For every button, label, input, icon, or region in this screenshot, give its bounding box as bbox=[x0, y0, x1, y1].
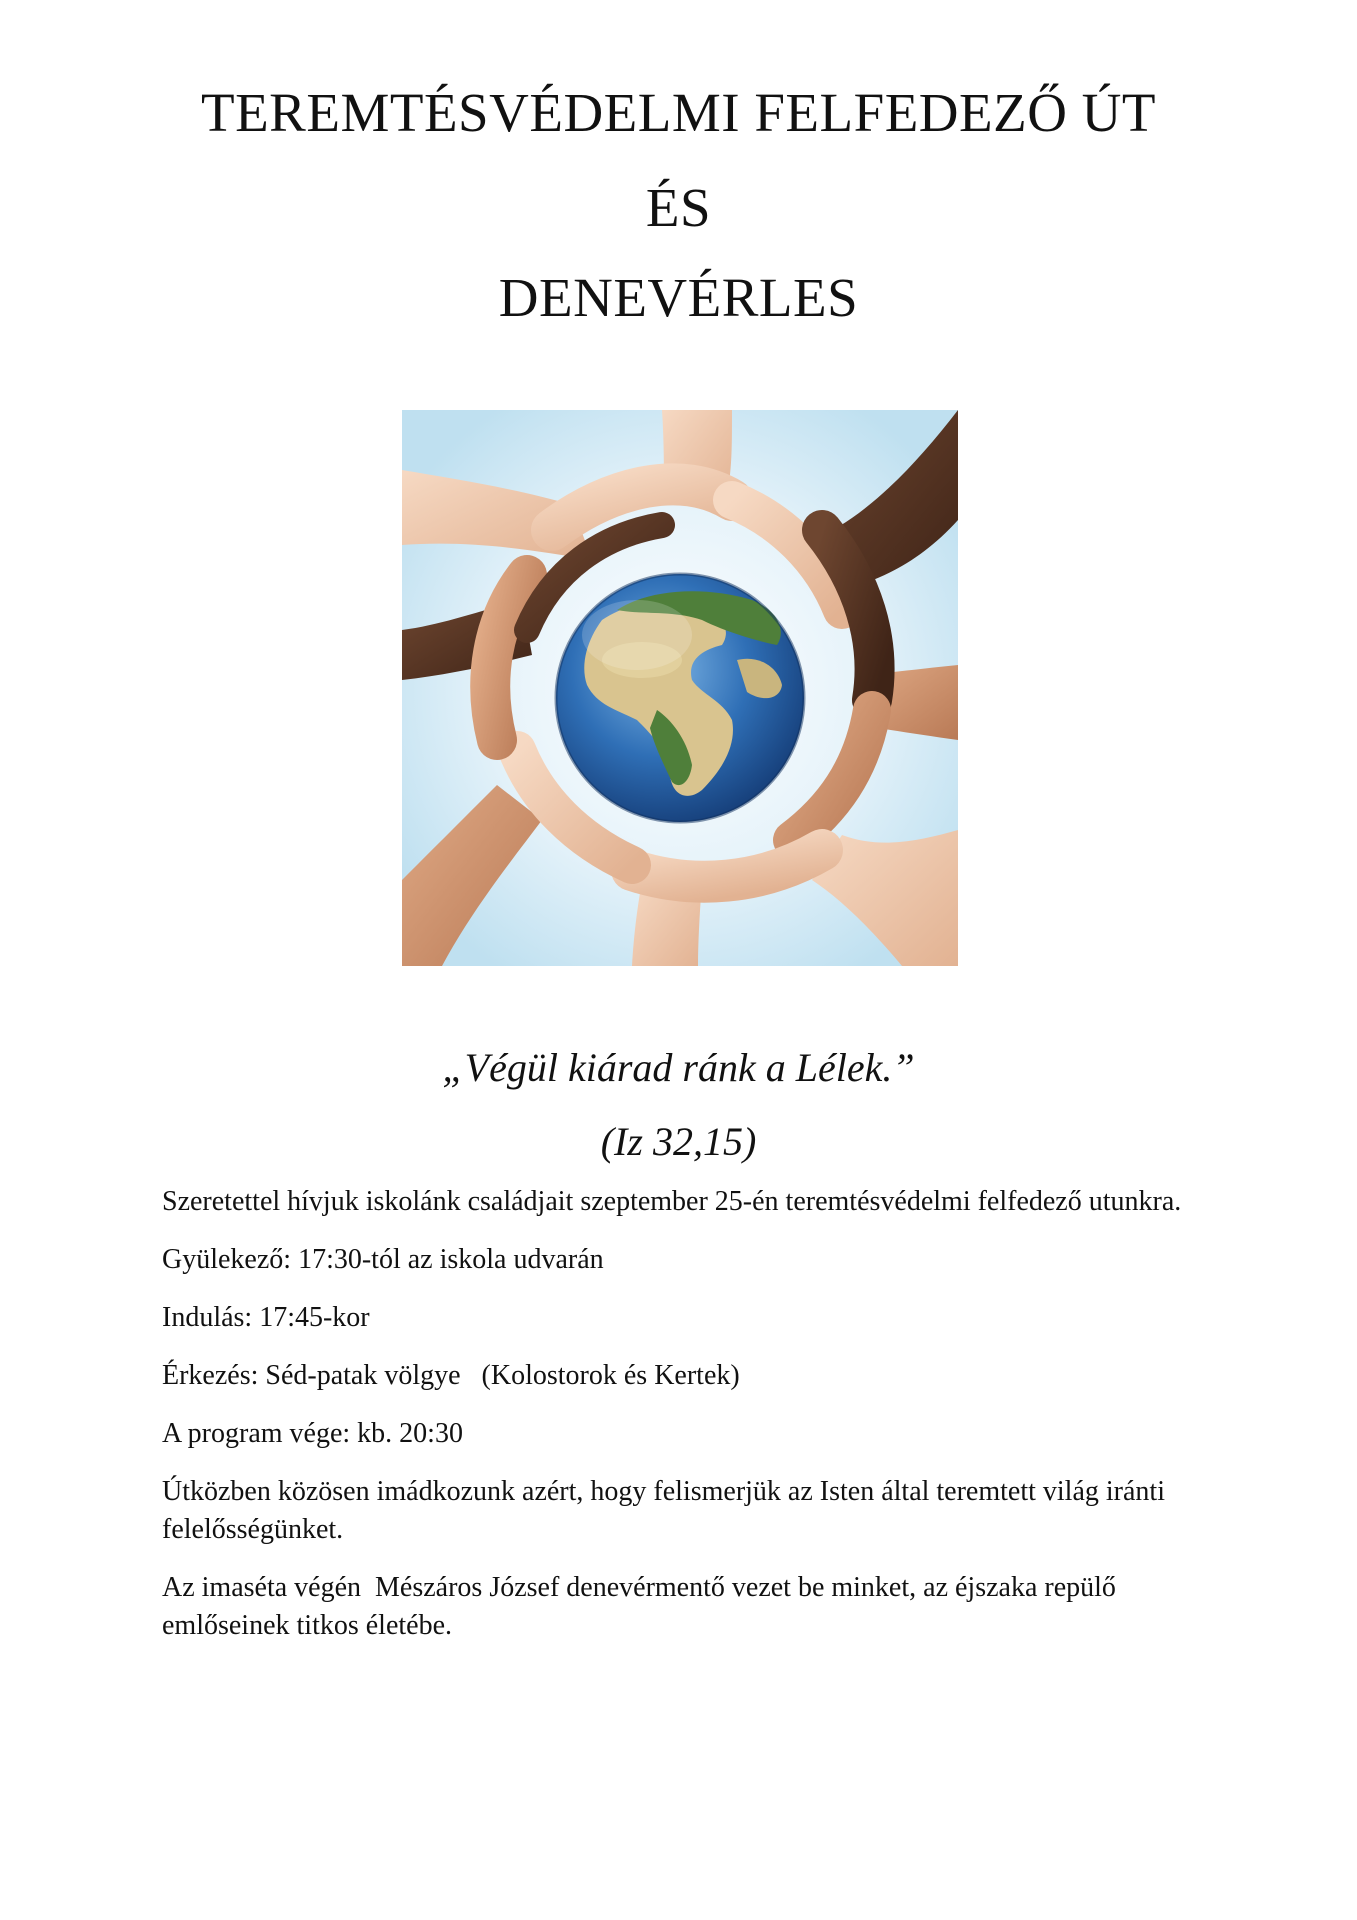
hands-around-globe-image bbox=[402, 410, 958, 966]
globe bbox=[556, 574, 804, 822]
title-line-3: DENEVÉRLES bbox=[498, 267, 859, 328]
invite-paragraph: Szeretettel hívjuk iskolánk családjait szeptember 25-én teremtésvédelmi felfedező utunkra. bbox=[162, 1186, 1182, 1217]
bible-quote: „Végül kiárad ránk a Lélek.” bbox=[442, 1045, 915, 1090]
departure-line: Indulás: 17:45-kor bbox=[162, 1302, 370, 1333]
title-line-1: TEREMTÉSVÉDELMI FELFEDEZŐ ÚT bbox=[200, 82, 1156, 143]
bats-paragraph: Az imaséta végén Mészáros József denevérmentő vezet be minket, az éjszaka repülő emlőseinek titkos életébe. bbox=[162, 1572, 1123, 1641]
end-line: A program vége: kb. 20:30 bbox=[162, 1418, 463, 1449]
title-line-2: ÉS bbox=[645, 177, 712, 238]
gathering-line: Gyülekező: 17:30-tól az iskola udvarán bbox=[162, 1244, 604, 1275]
arrival-line: Érkezés: Séd-patak völgye (Kolostorok és Kertek) bbox=[162, 1360, 740, 1391]
bible-reference: (Iz 32,15) bbox=[600, 1119, 757, 1164]
prayer-paragraph: Útközben közösen imádkozunk azért, hogy felismerjük az Isten által teremtett világ iránti felelősségünket. bbox=[162, 1476, 1165, 1545]
flyer-body bbox=[162, 1183, 1222, 1665]
